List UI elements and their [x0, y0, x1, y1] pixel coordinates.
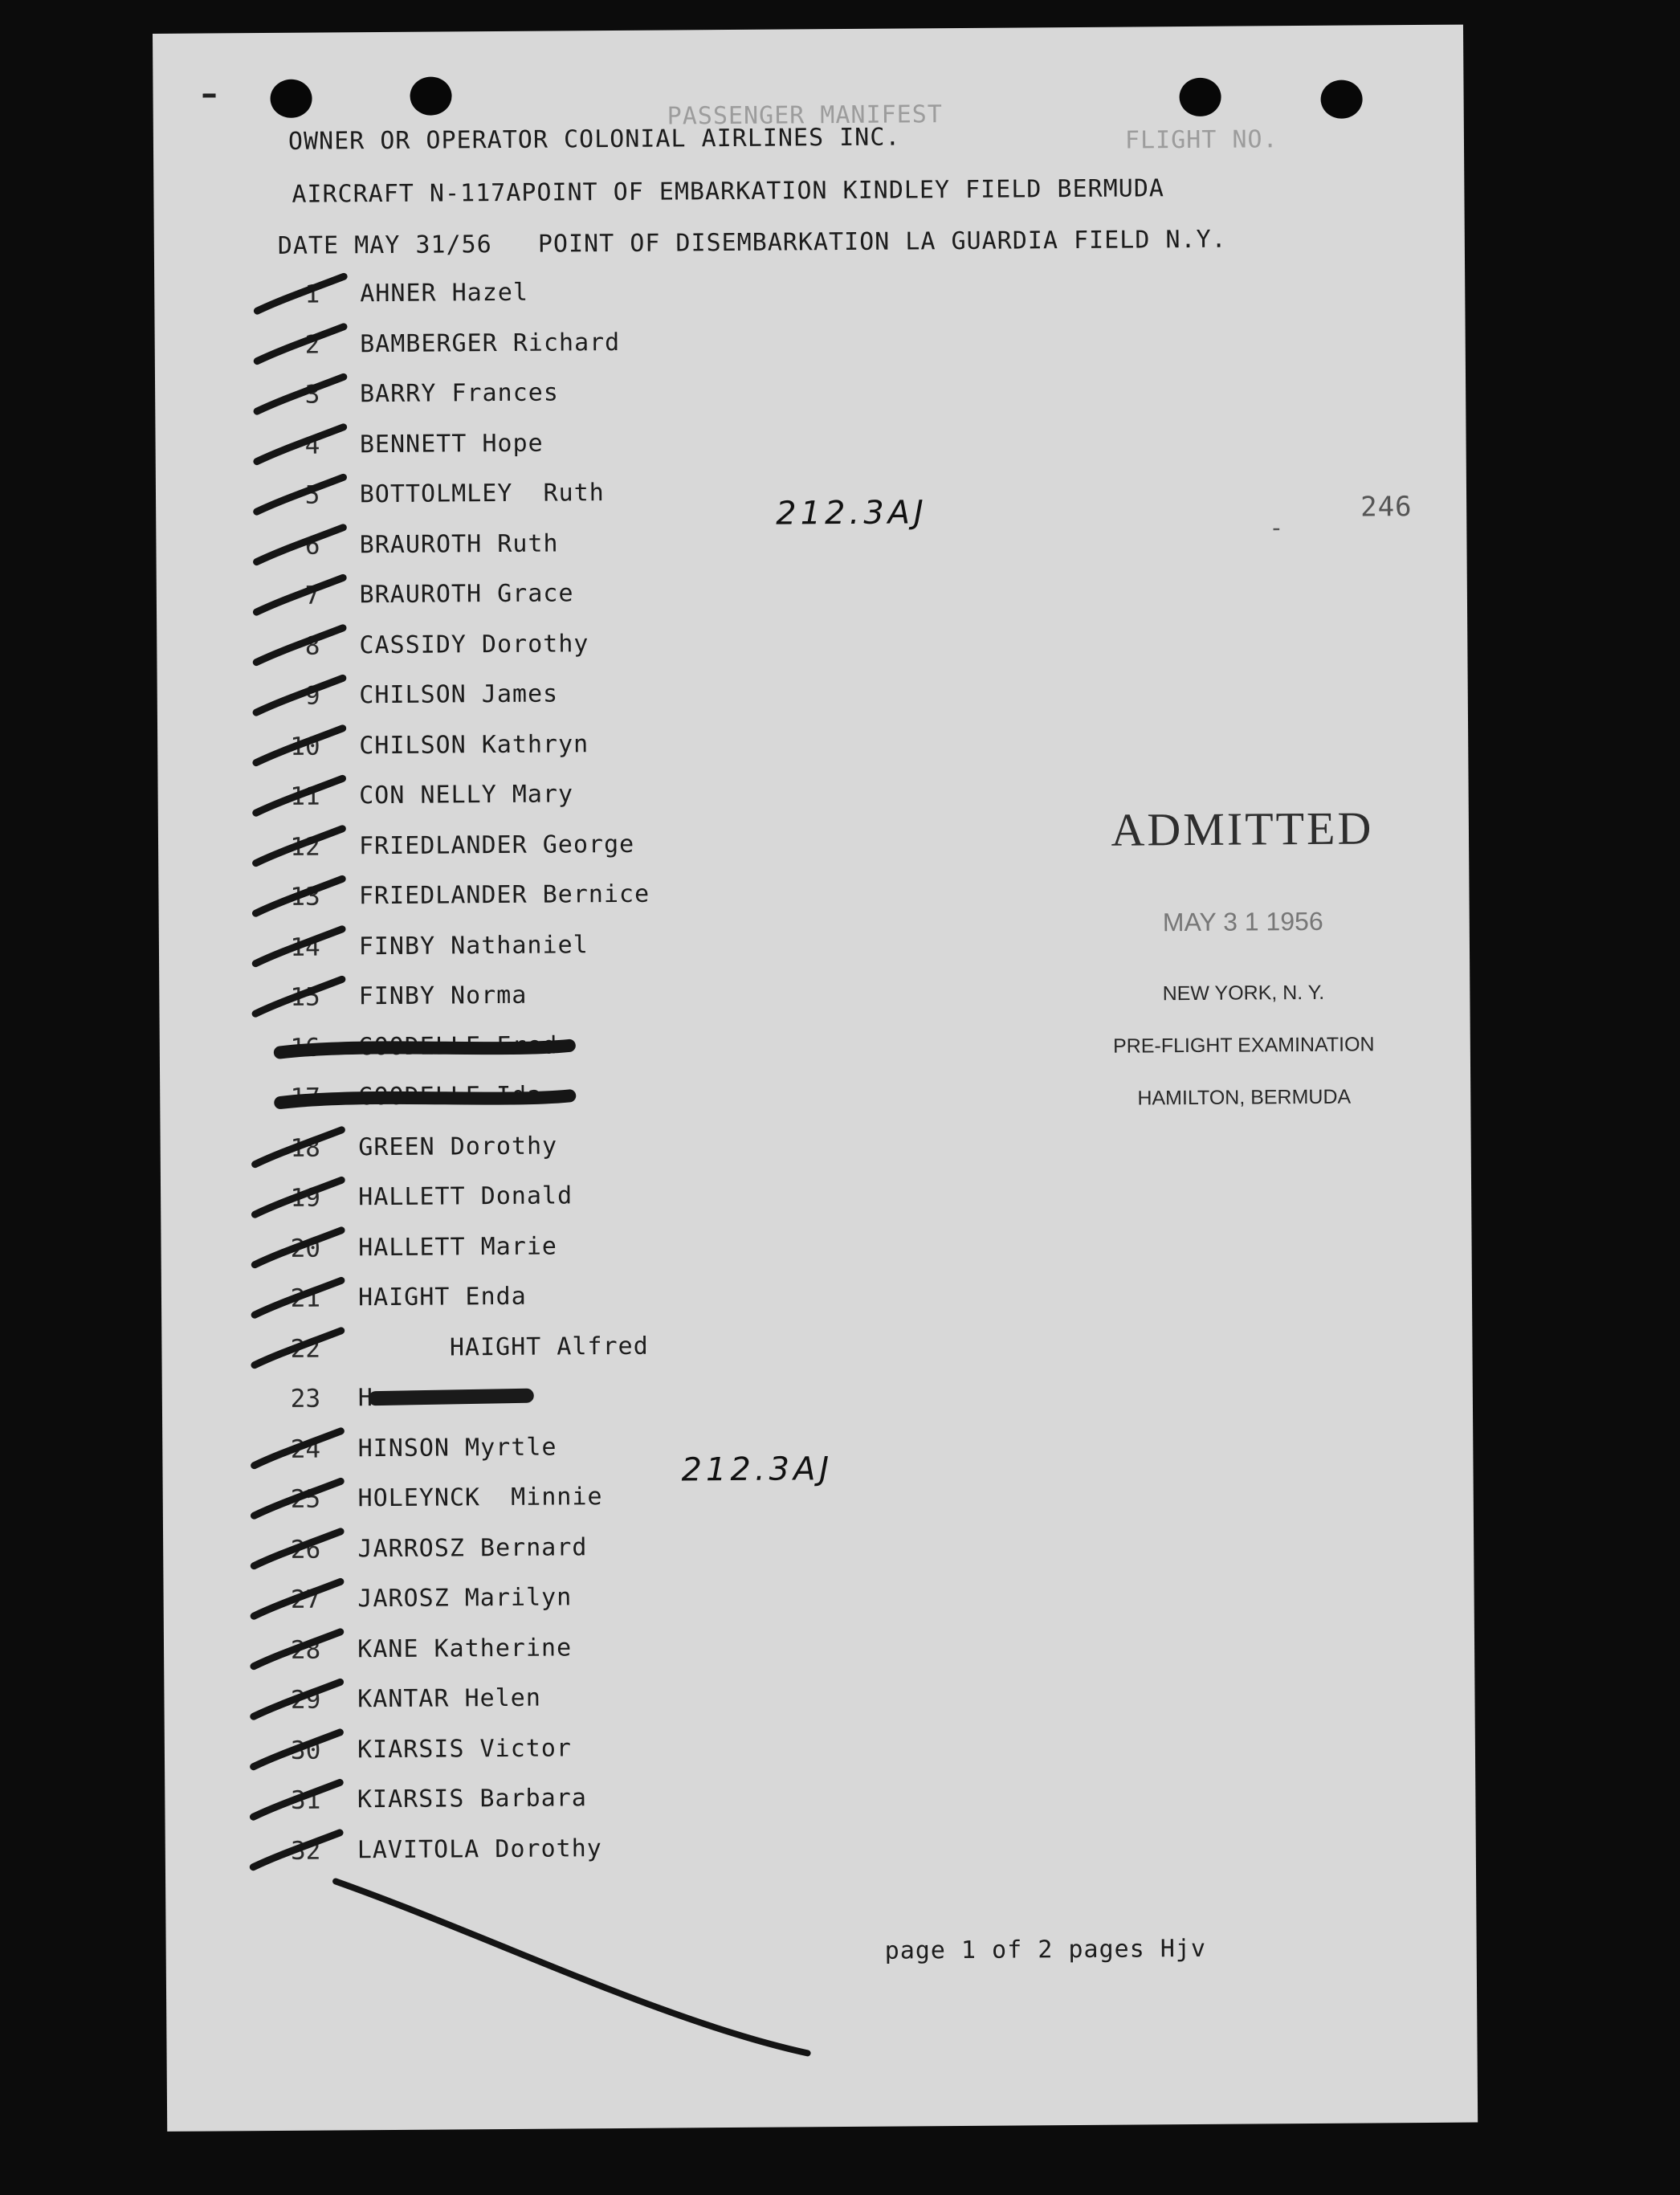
passenger-name: LAVITOLA Dorothy [357, 1834, 602, 1864]
stamp-title: ADMITTED [1111, 802, 1374, 856]
passenger-number: 2 [304, 330, 320, 360]
passenger-name: BENNETT Hope [359, 429, 544, 459]
passenger-name: KIARSIS Barbara [357, 1784, 587, 1814]
passenger-number: 6 [304, 531, 320, 561]
handwritten-code: 212.3AJ [681, 1450, 834, 1489]
admitted-stamp [1073, 772, 1413, 1140]
passenger-name: HAIGHT Alfred [449, 1332, 649, 1361]
passenger-number: 1 [304, 279, 320, 309]
punch-hole [410, 76, 451, 115]
passenger-name: FRIEDLANDER Bernice [358, 879, 650, 911]
passenger-name: JARROSZ Bernard [357, 1532, 588, 1563]
passenger-number: 15 [290, 982, 320, 1012]
passenger-number: 28 [290, 1635, 321, 1665]
passenger-name: BAMBERGER Richard [360, 328, 621, 358]
passenger-name: BRAUROTH Ruth [359, 528, 559, 559]
owner-line: OWNER OR OPERATOR COLONIAL AIRLINES INC. [287, 123, 901, 156]
passenger-name: GOODELLE Fred [358, 1031, 558, 1061]
passenger-name: GOODELLE Ida [358, 1081, 543, 1112]
passenger-number: 31 [290, 1785, 321, 1815]
passenger-number: 32 [290, 1836, 321, 1866]
passenger-name: H [357, 1384, 373, 1413]
passenger-number: 13 [290, 882, 320, 912]
manifest-page [153, 25, 1478, 2132]
stamp-location-line: HAMILTON, BERMUDA [1137, 1085, 1352, 1110]
passenger-name: BRAUROTH Grace [359, 579, 574, 610]
stamp-date: MAY 3 1 1956 [1162, 906, 1323, 937]
passenger-number: 4 [304, 430, 320, 460]
page-footer: page 1 of 2 pages Hjv [884, 1934, 1207, 1965]
passenger-number: 16 [290, 1033, 320, 1063]
punch-hole [1179, 78, 1221, 116]
passenger-number: 18 [290, 1133, 321, 1163]
passenger-number: 8 [304, 631, 320, 661]
passenger-number: 25 [290, 1484, 321, 1514]
passenger-number: 5 [304, 480, 320, 510]
passenger-name: BARRY Frances [359, 378, 559, 409]
passenger-name: KANTAR Helen [357, 1683, 541, 1714]
passenger-name: CON NELLY Mary [359, 780, 574, 810]
passenger-name: HOLEYNCK Minnie [357, 1483, 603, 1513]
punch-hole [1320, 80, 1362, 118]
passenger-number: 27 [290, 1585, 321, 1614]
passenger-name: BOTTOLMLEY Ruth [359, 479, 605, 509]
handwritten-code: 212.3AJ [776, 494, 928, 532]
passenger-number: 3 [304, 380, 320, 410]
margin-dash [203, 93, 216, 97]
passenger-name: FINBY Nathaniel [358, 930, 589, 961]
scribbled-out-name [376, 1396, 527, 1398]
passenger-number: 10 [290, 732, 320, 761]
passenger-number: 21 [290, 1283, 321, 1313]
passenger-name: AHNER Hazel [360, 278, 529, 308]
passenger-name: HALLETT Marie [358, 1232, 558, 1262]
passenger-number: 19 [290, 1183, 321, 1213]
passenger-name: HINSON Myrtle [357, 1433, 557, 1463]
passenger-name: GREEN Dorothy [358, 1132, 558, 1161]
passenger-name: FRIEDLANDER George [358, 830, 635, 860]
passenger-number: 11 [290, 781, 320, 811]
passenger-name: CASSIDY Dorothy [359, 629, 589, 659]
passenger-number: 29 [290, 1685, 321, 1715]
passenger-number: 22 [290, 1334, 321, 1364]
stamp-city: NEW YORK, N. Y. [1162, 981, 1325, 1006]
date-line: DATE MAY 31/56 POINT OF DISEMBARKATION LA GUARDIA FIELD N.Y. [277, 225, 1227, 260]
stamp-exam-line: PRE-FLIGHT EXAMINATION [1112, 1033, 1375, 1058]
passenger-number: 17 [290, 1083, 320, 1112]
passenger-name: CHILSON James [359, 679, 559, 710]
margin-tick: - [1269, 514, 1285, 543]
passenger-name: KIARSIS Victor [357, 1733, 573, 1764]
passenger-number: 23 [290, 1384, 321, 1414]
punch-hole [270, 80, 312, 118]
passenger-number: 12 [290, 832, 320, 862]
passenger-name: HALLETT Donald [358, 1181, 573, 1212]
passenger-name: HAIGHT Enda [357, 1282, 527, 1312]
margin-page-number: 246 [1360, 491, 1413, 524]
closing-slash [336, 1878, 808, 2056]
passenger-name: CHILSON Kathryn [359, 729, 589, 760]
passenger-name: FINBY Norma [358, 981, 528, 1011]
flight-number-label: FLIGHT NO. [1124, 125, 1278, 155]
passenger-number: 7 [304, 581, 320, 610]
passenger-number: 14 [290, 932, 320, 962]
manifest-title: PASSENGER MANIFEST [667, 100, 943, 131]
passenger-number: 30 [290, 1736, 321, 1765]
passenger-name: KANE Katherine [357, 1633, 573, 1663]
passenger-number: 9 [304, 681, 320, 711]
passenger-number: 24 [290, 1434, 321, 1464]
aircraft-line: AIRCRAFT N-117APOINT OF EMBARKATION KINDLEY FIELD BERMUDA [292, 174, 1165, 209]
passenger-number: 26 [290, 1535, 321, 1565]
passenger-number: 20 [290, 1234, 321, 1263]
passenger-name: JAROSZ Marilyn [357, 1583, 573, 1614]
